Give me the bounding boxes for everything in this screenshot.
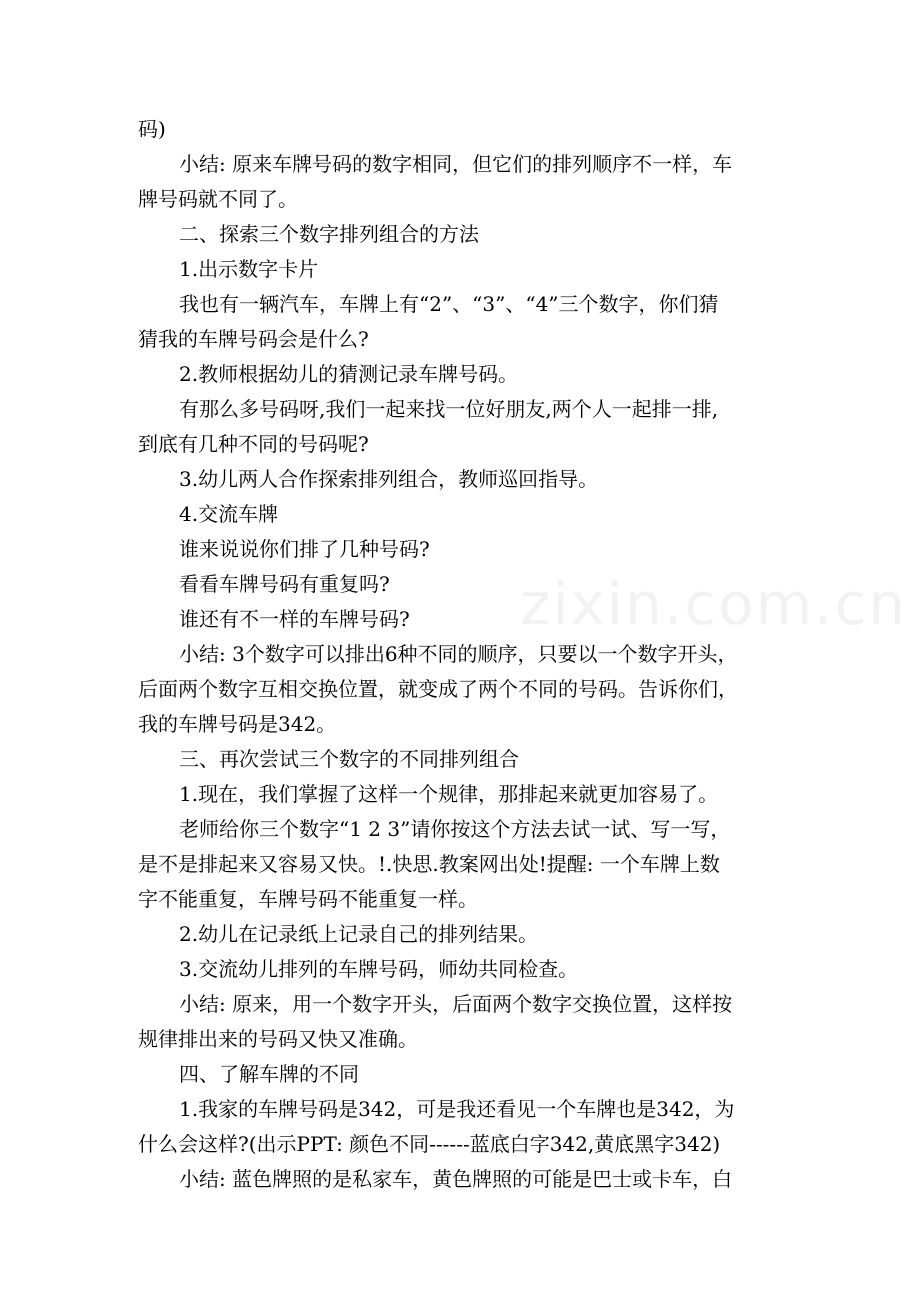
text-line: 字不能重复，车牌号码不能重复一样。 [138, 887, 478, 911]
text-line: 是不是排起来又容易又快。!.快思.教案网出处!提醒: 一个车牌上数 [138, 852, 720, 876]
text-line: 二、探索三个数字排列组合的方法 [179, 222, 479, 246]
text-line: 小结: 原来车牌号码的数字相同，但它们的排列顺序不一样，车 [179, 152, 733, 176]
text-line: 有那么多号码呀,我们一起来找一位好朋友,两个人一起排一排, [179, 397, 719, 421]
text-line: 2.幼儿在记录纸上记录自己的排列结果。 [179, 922, 539, 946]
text-line: 我也有一辆汽车，车牌上有“2”、“3”、“4”三个数字，你们猜 [179, 292, 719, 316]
document-body [138, 112, 788, 1197]
text-line: 猜我的车牌号码会是什么? [138, 327, 369, 351]
text-line: 小结: 原来，用一个数字开头，后面两个数字交换位置，这样按 [179, 992, 733, 1016]
text-line: 老师给你三个数字“1 2 3”请你按这个方法去试一试、写一写， [179, 817, 731, 841]
text-line: 什么会这样?(出示PPT: 颜色不同------蓝底白字342,黄底黑字342) [138, 1132, 721, 1156]
text-line: 谁还有不一样的车牌号码? [179, 607, 410, 631]
text-line: 小结: 3个数字可以排出6种不同的顺序，只要以一个数字开头， [179, 642, 738, 666]
text-line: 到底有几种不同的号码呢? [138, 432, 369, 456]
watermark: zixin.com.cn [520, 570, 908, 638]
text-line: 三、再次尝试三个数字的不同排列组合 [179, 747, 519, 771]
text-line: 4.交流车牌 [179, 502, 279, 526]
text-line: 后面两个数字互相交换位置，就变成了两个不同的号码。告诉你们， [138, 677, 738, 701]
text-line: 四、了解车牌的不同 [179, 1062, 359, 1086]
text-line: 1.出示数字卡片 [179, 257, 319, 281]
text-line: 1.现在，我们掌握了这样一个规律，那排起来就更加容易了。 [179, 782, 719, 806]
text-line: 牌号码就不同了。 [138, 187, 298, 211]
text-line: 我的车牌号码是342。 [138, 712, 337, 736]
text-line: 3.幼儿两人合作探索排列组合，教师巡回指导。 [179, 467, 599, 491]
text-line: 规律排出来的号码又快又准确。 [138, 1027, 418, 1051]
text-line: 小结: 蓝色牌照的是私家车，黄色牌照的可能是巴士或卡车，白 [179, 1167, 733, 1191]
text-line: 谁来说说你们排了几种号码? [179, 537, 430, 561]
text-line: 3.交流幼儿排列的车牌号码，师幼共同检查。 [179, 957, 579, 981]
text-line: 看看车牌号码有重复吗? [179, 572, 390, 596]
text-line: 2.教师根据幼儿的猜测记录车牌号码。 [179, 362, 519, 386]
text-line: 1.我家的车牌号码是342，可是我还看见一个车牌也是342，为 [179, 1097, 735, 1121]
text-line: 码) [138, 117, 166, 141]
